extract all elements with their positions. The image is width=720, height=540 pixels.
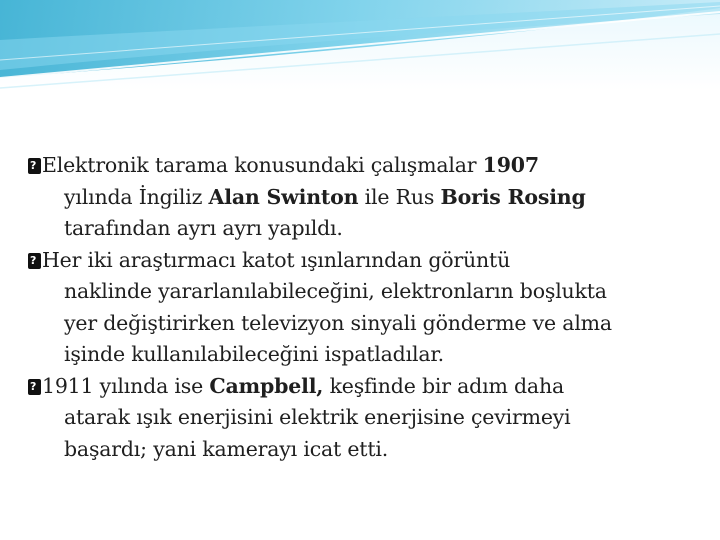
bullet-line bbox=[64, 339, 698, 371]
header-wave-decoration bbox=[0, 0, 720, 90]
text: başardı; yani kamerayı icat etti. bbox=[64, 436, 389, 461]
text: 1911 yılında ise bbox=[42, 373, 210, 398]
bold-text: Boris Rosing bbox=[440, 184, 586, 209]
bold-text: Alan Swinton bbox=[208, 184, 359, 209]
bullet-replacement-glyph-icon bbox=[28, 379, 41, 395]
bullet-line bbox=[42, 150, 698, 182]
bullet-line bbox=[64, 182, 698, 214]
text: tarafından ayrı ayrı yapıldı. bbox=[64, 216, 343, 240]
bullet-line bbox=[64, 402, 698, 434]
bullet-list bbox=[28, 150, 698, 465]
bullet-item bbox=[28, 371, 698, 466]
bullet-line bbox=[64, 276, 698, 308]
bullet-line bbox=[64, 308, 698, 340]
bold-text: Campbell, bbox=[209, 373, 324, 398]
bullet-line bbox=[64, 434, 698, 466]
text: yılında İngiliz bbox=[64, 184, 209, 209]
bullet-item bbox=[28, 150, 698, 245]
text: Elektronik tarama konusundaki çalışmalar bbox=[42, 153, 483, 177]
bullet-item bbox=[28, 245, 698, 371]
bullet-replacement-glyph-icon bbox=[28, 253, 41, 269]
text: keşfinde bir adım daha bbox=[323, 373, 564, 398]
text: Her iki araştırmacı katot ışınlarından görüntü bbox=[42, 247, 511, 272]
text: ile Rus bbox=[358, 184, 441, 209]
bullet-line bbox=[42, 245, 698, 277]
bullet-replacement-glyph-icon bbox=[28, 158, 41, 174]
text: atarak ışık enerjisini elektrik enerjisine çevirmeyi bbox=[64, 405, 571, 429]
bullet-line bbox=[64, 213, 698, 245]
bold-text: 1907 bbox=[482, 153, 539, 177]
text: naklinde yararlanılabileceğini, elektronların boşlukta bbox=[64, 279, 607, 303]
text: yer değiştirirken televizyon sinyali gönderme ve alma bbox=[64, 310, 612, 335]
bullet-line bbox=[42, 371, 698, 403]
text: işinde kullanılabileceğini ispatladılar. bbox=[64, 342, 444, 366]
